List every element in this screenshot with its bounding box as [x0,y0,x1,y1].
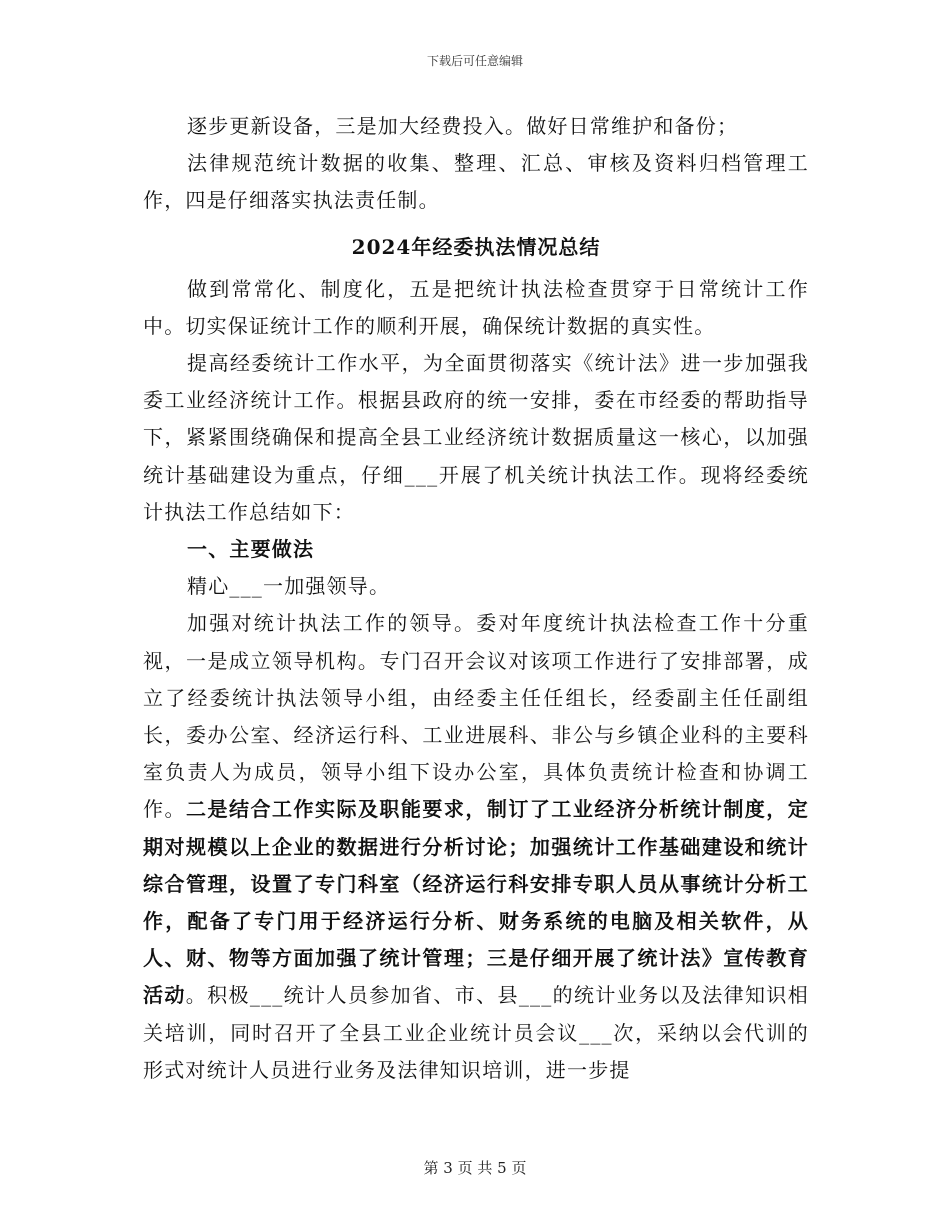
paragraph-text: 。积极___统计人员参加省、市、县___的统计业务以及法律知识相关培训，同时召开了全县工业企业统计员会议___次，采纳以会代训的形式对统计人员进行业务及法律知识培训，进一步提 [143,983,809,1082]
paragraph: 做到常常化、制度化，五是把统计执法检查贯穿于日常统计工作中。切实保证统计工作的顺利开展，确保统计数据的真实性。 [143,276,809,338]
paragraph: 精心___一加强领导。 [187,574,391,599]
document-body [143,108,809,1089]
document-title: 2024年经委执法情况总结 [351,234,601,259]
page-footer: 第 3 页 共 5 页 [423,1159,527,1177]
paragraph: 法律规范统计数据的收集、整理、汇总、审核及资料归档管理工作，四是仔细落实执法责任制。 [143,151,809,213]
page-header: 下载后可任意编辑 [426,54,523,68]
paragraph-text: 加强对统计执法工作的领导。委对年度统计执法检查工作十分重视，一是成立领导机构。专门召开会议对该项工作进行了安排部署，成立了经委统计执法领导小组，由经委主任任组长，经委副主任任副组长，委办公室、经济运行科、工业进展科、非公与乡镇企业科的主要科室负责人为成员，领导小组下设办公室，具体负责统计检查和协调工作。 [143,611,809,822]
section-heading: 一、主要做法 [187,537,315,562]
paragraph: 逐步更新设备，三是加大经费投入。做好日常维护和备份； [187,114,739,138]
paragraph-bold-text: 二是结合工作实际及职能要求，制订了工业经济分析统计制度，定期对规模以上企业的数据进行分析讨论；加强统计工作基础建设和统计综合管理，设置了专门科室（经济运行科安排专职人员从事统计分析工作，配备了专门用于经济运行分析、财务系统的电脑及相关软件，从人、财、物等方面加强了统计管理；三是仔细开展了统计法》宣传教育活动 [143,797,809,1008]
paragraph-mixed [143,605,809,1089]
paragraph: 提高经委统计工作水平，为全面贯彻落实《统计法》进一步加强我委工业经济统计工作。根据县政府的统一安排，委在市经委的帮助指导下，紧紧围绕确保和提高全县工业经济统计数据质量这一核心，以加强统计基础建设为重点，仔细___开展了机关统计执法工作。现将经委统计执法工作总结如下： [143,351,809,524]
